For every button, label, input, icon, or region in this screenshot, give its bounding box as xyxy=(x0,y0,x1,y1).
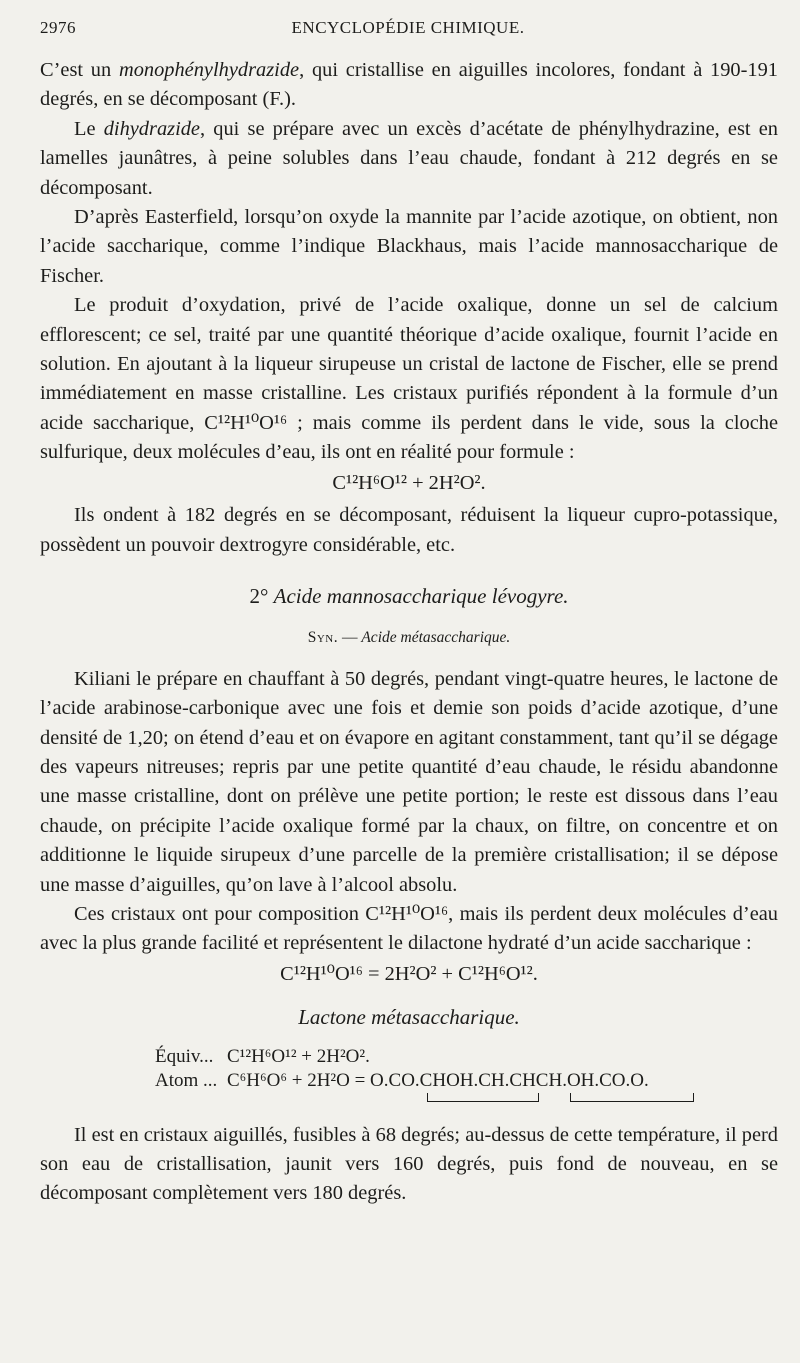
spacer xyxy=(40,1107,778,1121)
paragraph-monophenylhydrazide xyxy=(40,56,778,115)
ring-bracket-left xyxy=(427,1093,539,1102)
paragraph-oxidation-product: Le produit d’oxydation, privé de l’acide oxalique, donne un sel de calcium efflorescent; ce sel, traité par une quantité théorique d’acide oxalique, fournit l’acide en solution. En ajoutant à la liqueur sirupeuse un cristal de lactone de Fischer, elle se prend immédiatement en masse cristalline. Les cristaux purifiés répondent à la formule d’un acide saccharique, C¹²H¹⁰O¹⁶ ; mais comme ils perdent dans le vide, sous la cloche sulfurique, deux molécules d’eau, ils ont en réalité pour formule : xyxy=(40,294,778,464)
atom-formula: C⁶H⁶O⁶ + 2H²O = O.CO.CHOH.CH.CHCH.OH.CO.O. xyxy=(227,1069,649,1091)
paragraph-kiliani: Kiliani le prépare en chauffant à 50 degrés, pendant vingt-quatre heures, le lactone de l’acide arabinose-carbonique avec une fois et demie son poids d’acide azotique, d’une densité de 1,20; on étend d’eau et on évapore en agitant constamment, tant qu’il se dégage des vapeurs nitreuses; repris par une petite quantité d’eau chaude, le résidu abandonne une masse cristalline, dont on prélève une petite portion; le reste est dissous dans l’eau chaude, on précipite l’acide oxalique formé par la chaux, on filtre, on concentre et on additionne le liquide sirupeux d’une parcelle de la première cristallisation; il se dépose une masse d’aiguilles, qu’on lave à l’alcool absolu. xyxy=(40,667,778,896)
p1-text-end: , qui cristallise en aiguilles incolores, fondant à 190-191 degrés, en se décomposant (F.). xyxy=(40,59,778,111)
paragraph-properties: Ils ondent à 182 degrés en se décomposant, réduisent la liqueur cupro-potassique, possèdent un pouvoir dextrogyre considérable, etc. xyxy=(40,504,778,556)
equiv-formula: C¹²H⁶O¹² + 2H²O². xyxy=(227,1045,370,1067)
paragraph-crystal-composition: Ces cristaux ont pour composition C¹²H¹⁰O¹⁶, mais ils perdent deux molécules d’eau avec la plus grande facilité et représentent le dilactone hydraté d’un acide saccharique : xyxy=(40,902,778,955)
synonym-line xyxy=(40,623,778,652)
p2-text-end: , qui se prépare avec un excès d’acétate de phénylhydrazine, est en lamelles jaunâtres, à peine solubles dans l’eau chaude, fondant à 212 degrés en se décomposant. xyxy=(40,117,779,199)
equiv-label: Équiv... xyxy=(155,1045,214,1067)
page-number: 2976 xyxy=(40,18,76,37)
equivalents-table xyxy=(155,1045,778,1093)
synonym-dash: — xyxy=(338,629,362,647)
running-title: ENCYCLOPÉDIE CHIMIQUE. xyxy=(291,18,525,37)
p1-text-start: C’est un xyxy=(40,59,119,81)
ring-brackets xyxy=(385,1093,778,1107)
subsection-title: Lactone métasaccharique. xyxy=(298,1005,520,1030)
paragraph-lactone-properties: Il est en cristaux aiguillés, fusibles à 68 degrés; au-dessus de cette température, il perd son eau de cristallisation, jaunit vers 160 degrés, puis fond de nouveau, en se décomposant complètement vers 180 degrés. xyxy=(40,1123,778,1205)
subsection-heading xyxy=(40,1003,778,1032)
section-number: 2° xyxy=(249,583,274,608)
synonym-value: Acide métasaccharique. xyxy=(361,629,511,647)
synonym-label: Syn. xyxy=(307,629,339,647)
running-header xyxy=(40,18,776,44)
formula-dilactone: C¹²H¹⁰O¹⁶ = 2H²O² + C¹²H⁶O¹². xyxy=(280,962,538,985)
ring-bracket-right xyxy=(570,1093,694,1102)
paragraph-dihydrazide xyxy=(40,115,778,203)
formula-lactone-hydrate: C¹²H⁶O¹² + 2H²O². xyxy=(332,471,486,494)
paragraph-easterfield: D’après Easterfield, lorsqu’on oxyde la mannite par l’acide azotique, on obtient, non l’acide saccharique, comme l’indique Blackhaus, mais l’acide mannosaccharique de Fischer. xyxy=(40,206,778,287)
atom-label: Atom ... xyxy=(155,1069,218,1091)
section-heading xyxy=(40,582,778,611)
p2-text-start: Le xyxy=(74,117,104,140)
p2-term: dihydrazide xyxy=(103,117,200,140)
page-body xyxy=(40,56,778,1209)
p1-term: monophénylhydrazide xyxy=(118,59,300,81)
atom-row xyxy=(155,1069,778,1093)
section-title: Acide mannosaccharique lévogyre. xyxy=(273,583,569,608)
equiv-row xyxy=(155,1045,778,1069)
